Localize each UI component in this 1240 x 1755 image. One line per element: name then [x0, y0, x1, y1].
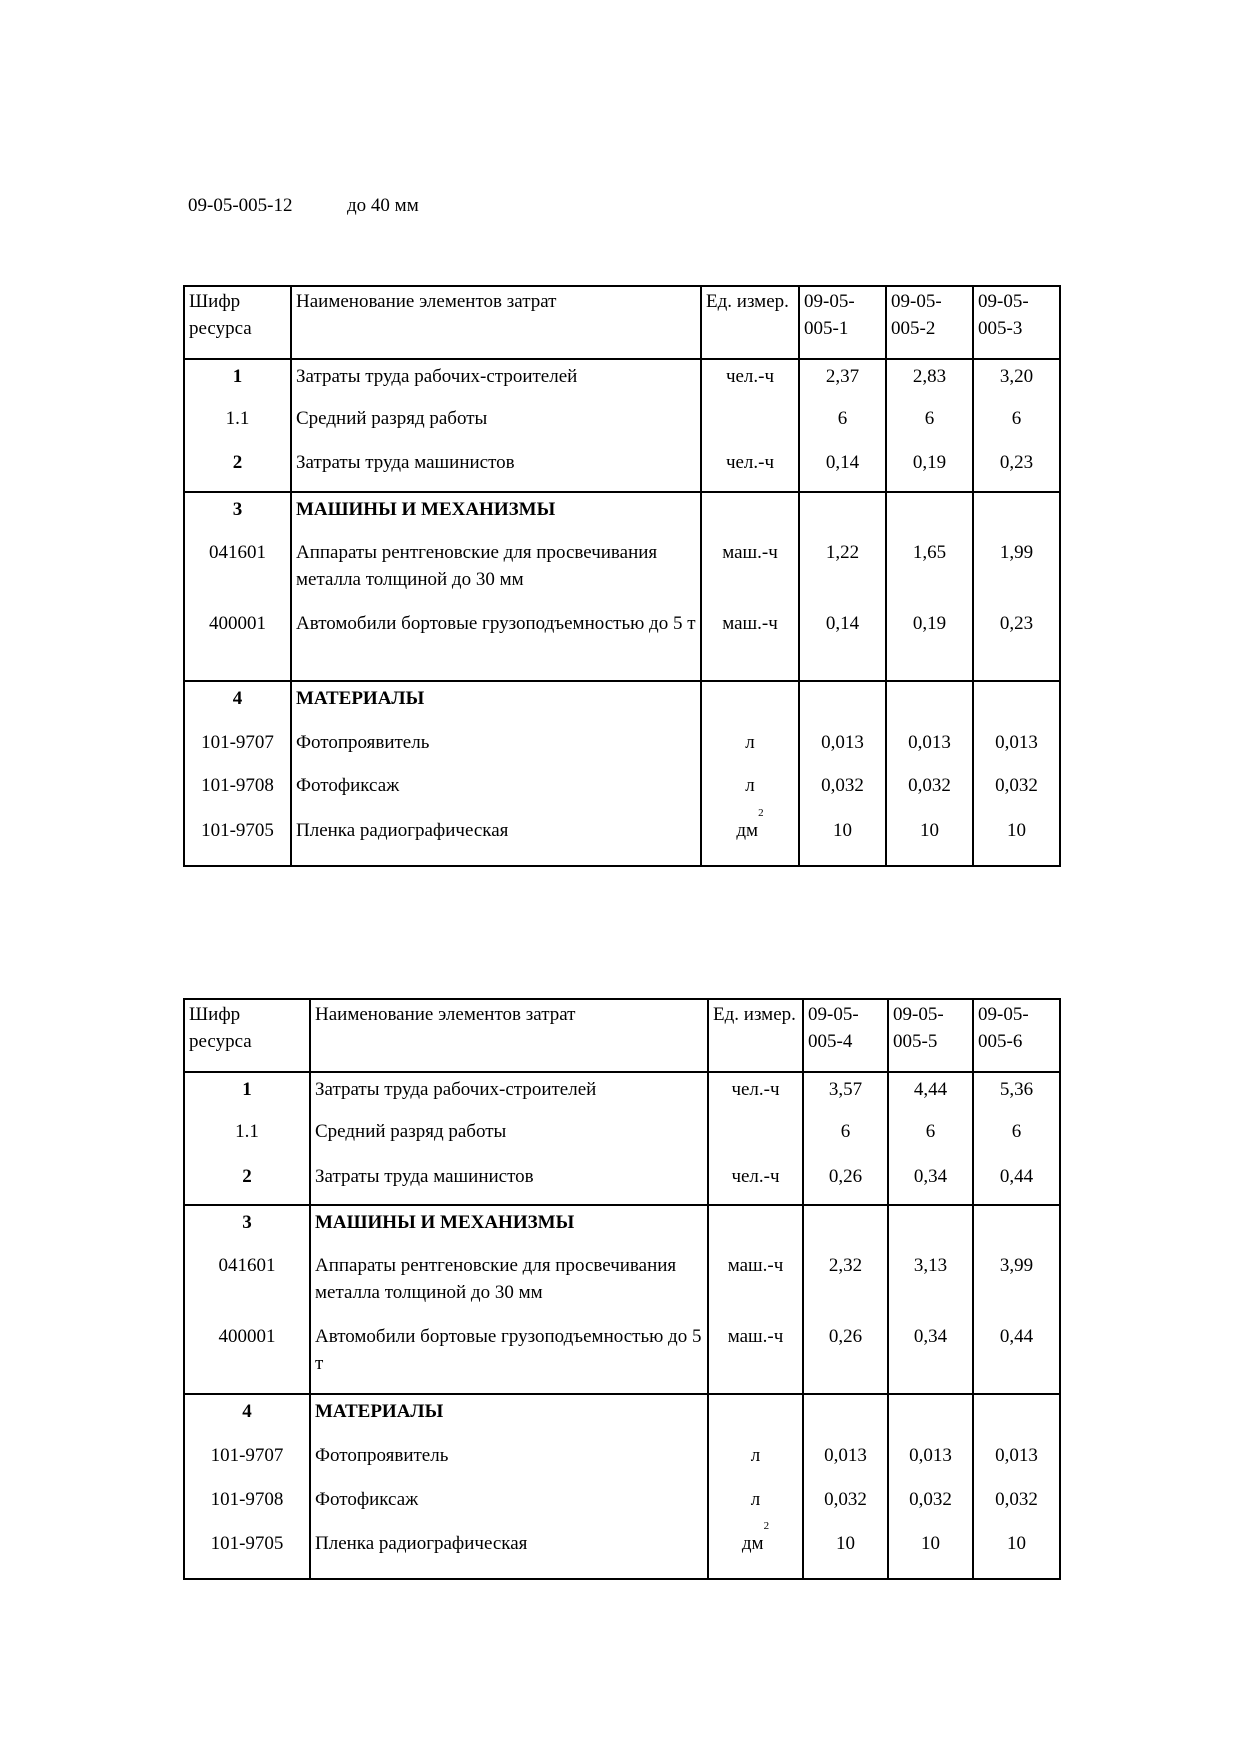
- table-row: [184, 1439, 1060, 1483]
- table-header-row: [184, 999, 1060, 1072]
- cell-value: 1,22: [799, 536, 886, 607]
- cell-unit: [701, 807, 799, 866]
- cell-value: 0,44: [973, 1320, 1060, 1394]
- cell-value: 0,013: [973, 1439, 1060, 1483]
- cell-code: 101-9707: [184, 726, 291, 769]
- cell-unit: [701, 681, 799, 726]
- table-row: [184, 1072, 1060, 1115]
- header-col2: 09-05-005-5: [888, 999, 973, 1072]
- norm-table-1: [183, 285, 1061, 867]
- cell-name: Фотофиксаж: [310, 1483, 708, 1527]
- cell-unit: [708, 1115, 803, 1160]
- cell-code: 101-9707: [184, 1439, 310, 1483]
- cell-unit: чел.-ч: [701, 359, 799, 402]
- cell-name: Затраты труда машинистов: [291, 446, 701, 492]
- cell-value: 0,032: [888, 1483, 973, 1527]
- cell-value: [803, 1394, 888, 1439]
- table-row: [184, 402, 1060, 446]
- cell-value: [973, 681, 1060, 726]
- header-unit: Ед. измер.: [701, 286, 799, 359]
- table-row: [184, 814, 1060, 866]
- cell-code: 400001: [184, 607, 291, 681]
- cell-unit: [708, 1205, 803, 1249]
- table-row: [184, 1320, 1060, 1394]
- cell-name: Затраты труда рабочих-строителей: [291, 359, 701, 402]
- cell-unit: [701, 492, 799, 536]
- header-unit: Ед. измер.: [708, 999, 803, 1072]
- cell-value: 0,013: [888, 1439, 973, 1483]
- cell-unit: чел.-ч: [708, 1072, 803, 1115]
- header-name: Наименование элементов затрат: [310, 999, 708, 1072]
- unit-superscript: 2: [763, 1520, 770, 1532]
- unit-text: дм: [736, 820, 759, 841]
- table-row: [184, 769, 1060, 814]
- cell-value: 2,83: [886, 359, 973, 402]
- cell-name: МАТЕРИАЛЫ: [291, 681, 701, 726]
- table-row: [184, 359, 1060, 402]
- table-row: [184, 446, 1060, 492]
- cell-value: 10: [973, 1527, 1060, 1579]
- table-row: [184, 1205, 1060, 1249]
- table-row: [184, 1527, 1060, 1579]
- unit-text: дм: [741, 1533, 764, 1554]
- cell-code: 2: [184, 1160, 310, 1205]
- cell-value: 0,013: [803, 1439, 888, 1483]
- cell-value: 1,65: [886, 536, 973, 607]
- cell-code: 4: [184, 681, 291, 726]
- cell-code: 041601: [184, 536, 291, 607]
- cell-name: Аппараты рентгеновские для просвечивания металла толщиной до 30 мм: [310, 1249, 708, 1320]
- cell-code: 101-9708: [184, 769, 291, 814]
- table-row: [184, 681, 1060, 726]
- header-col1: 09-05-005-1: [799, 286, 886, 359]
- cell-value: 0,23: [973, 446, 1060, 492]
- cell-unit: л: [701, 726, 799, 769]
- cell-value: [888, 1205, 973, 1249]
- cell-value: [973, 492, 1060, 536]
- cell-code: 101-9705: [184, 1527, 310, 1579]
- cell-value: [886, 681, 973, 726]
- table-row: [184, 1115, 1060, 1160]
- cell-value: 6: [803, 1115, 888, 1160]
- cell-value: 0,032: [973, 1483, 1060, 1527]
- norm-table-2: [183, 998, 1061, 1580]
- cell-value: 3,20: [973, 359, 1060, 402]
- cell-unit: [708, 1520, 803, 1579]
- table-row: [184, 1483, 1060, 1527]
- cell-value: 6: [973, 402, 1060, 446]
- cell-value: 6: [973, 1115, 1060, 1160]
- cell-value: 6: [886, 402, 973, 446]
- cell-value: 10: [973, 814, 1060, 866]
- table-row: [184, 1160, 1060, 1205]
- cell-code: 1: [184, 359, 291, 402]
- cell-name: Аппараты рентгеновские для просвечивания металла толщиной до 30 мм: [291, 536, 701, 607]
- cell-value: 0,032: [973, 769, 1060, 814]
- cell-name: Пленка радиографическая: [291, 814, 701, 866]
- cell-value: 10: [803, 1527, 888, 1579]
- cell-unit: маш.-ч: [708, 1249, 803, 1320]
- cell-code: 1.1: [184, 402, 291, 446]
- cell-value: [886, 492, 973, 536]
- cell-code: 4: [184, 1394, 310, 1439]
- cell-name: Фотопроявитель: [310, 1439, 708, 1483]
- cell-code: 101-9708: [184, 1483, 310, 1527]
- cell-value: [803, 1205, 888, 1249]
- cell-value: [973, 1205, 1060, 1249]
- cell-value: 0,032: [886, 769, 973, 814]
- cell-unit: л: [708, 1439, 803, 1483]
- cell-unit: [701, 402, 799, 446]
- cell-value: 1,99: [973, 536, 1060, 607]
- header-name: Наименование элементов затрат: [291, 286, 701, 359]
- cell-name: Затраты труда рабочих-строителей: [310, 1072, 708, 1115]
- cell-code: 3: [184, 1205, 310, 1249]
- cell-name: МАШИНЫ И МЕХАНИЗМЫ: [291, 492, 701, 536]
- cell-name: Фотофиксаж: [291, 769, 701, 814]
- cell-name: Пленка радиографическая: [310, 1527, 708, 1579]
- table-row: [184, 726, 1060, 769]
- cell-unit: маш.-ч: [701, 607, 799, 681]
- cell-name: Автомобили бортовые грузоподъемностью до 5 т: [310, 1320, 708, 1394]
- header-col3: 09-05-005-3: [973, 286, 1060, 359]
- cell-value: [799, 492, 886, 536]
- table-row: [184, 1249, 1060, 1320]
- cell-code: 101-9705: [184, 814, 291, 866]
- cell-value: 0,032: [803, 1483, 888, 1527]
- header-col3: 09-05-005-6: [973, 999, 1060, 1072]
- cell-code: 400001: [184, 1320, 310, 1394]
- header-code: Шифр ресурса: [184, 999, 310, 1072]
- cell-code: 3: [184, 492, 291, 536]
- cell-name: Фотопроявитель: [291, 726, 701, 769]
- cell-unit: маш.-ч: [701, 536, 799, 607]
- cell-value: 2,32: [803, 1249, 888, 1320]
- cell-value: 0,23: [973, 607, 1060, 681]
- cell-unit: маш.-ч: [708, 1320, 803, 1394]
- header-code: Шифр ресурса: [184, 286, 291, 359]
- header-col1: 09-05-005-4: [803, 999, 888, 1072]
- cell-value: [888, 1394, 973, 1439]
- cell-value: 0,26: [803, 1160, 888, 1205]
- unit-superscript: 2: [758, 807, 764, 819]
- cell-value: 10: [888, 1527, 973, 1579]
- cell-unit: чел.-ч: [708, 1160, 803, 1205]
- cell-name: Автомобили бортовые грузоподъемностью до 5 т: [291, 607, 701, 681]
- table-row: [184, 607, 1060, 681]
- cell-unit: [708, 1394, 803, 1439]
- cell-unit: чел.-ч: [701, 446, 799, 492]
- cell-value: 0,26: [803, 1320, 888, 1394]
- cell-name: МАТЕРИАЛЫ: [310, 1394, 708, 1439]
- heading-text: до 40 мм: [347, 195, 419, 216]
- table-header-row: [184, 286, 1060, 359]
- cell-value: [973, 1394, 1060, 1439]
- cell-value: 10: [886, 814, 973, 866]
- cell-value: 0,14: [799, 607, 886, 681]
- cell-value: 3,57: [803, 1072, 888, 1115]
- table-row: [184, 536, 1060, 607]
- cell-value: 0,34: [888, 1160, 973, 1205]
- cell-value: [799, 681, 886, 726]
- cell-code: 1: [184, 1072, 310, 1115]
- heading-code: 09-05-005-12: [188, 195, 293, 216]
- cell-value: 0,032: [799, 769, 886, 814]
- cell-name: Средний разряд работы: [310, 1115, 708, 1160]
- cell-name: Средний разряд работы: [291, 402, 701, 446]
- cell-code: 2: [184, 446, 291, 492]
- cell-value: 0,34: [888, 1320, 973, 1394]
- cell-value: 5,36: [973, 1072, 1060, 1115]
- cell-unit: л: [708, 1483, 803, 1527]
- cell-name: МАШИНЫ И МЕХАНИЗМЫ: [310, 1205, 708, 1249]
- cell-value: 0,44: [973, 1160, 1060, 1205]
- cell-code: 041601: [184, 1249, 310, 1320]
- cell-value: 10: [799, 814, 886, 866]
- cell-value: 0,013: [886, 726, 973, 769]
- cell-value: 4,44: [888, 1072, 973, 1115]
- cell-value: 0,14: [799, 446, 886, 492]
- cell-value: 6: [799, 402, 886, 446]
- cell-value: 3,13: [888, 1249, 973, 1320]
- cell-name: Затраты труда машинистов: [310, 1160, 708, 1205]
- table-row: [184, 1394, 1060, 1439]
- cell-value: 2,37: [799, 359, 886, 402]
- cell-value: 0,013: [973, 726, 1060, 769]
- cell-value: 3,99: [973, 1249, 1060, 1320]
- cell-unit: л: [701, 769, 799, 814]
- header-col2: 09-05-005-2: [886, 286, 973, 359]
- table-row: [184, 492, 1060, 536]
- cell-value: 6: [888, 1115, 973, 1160]
- cell-value: 0,19: [886, 607, 973, 681]
- cell-value: 0,013: [799, 726, 886, 769]
- section-heading: [188, 194, 419, 218]
- cell-code: 1.1: [184, 1115, 310, 1160]
- cell-value: 0,19: [886, 446, 973, 492]
